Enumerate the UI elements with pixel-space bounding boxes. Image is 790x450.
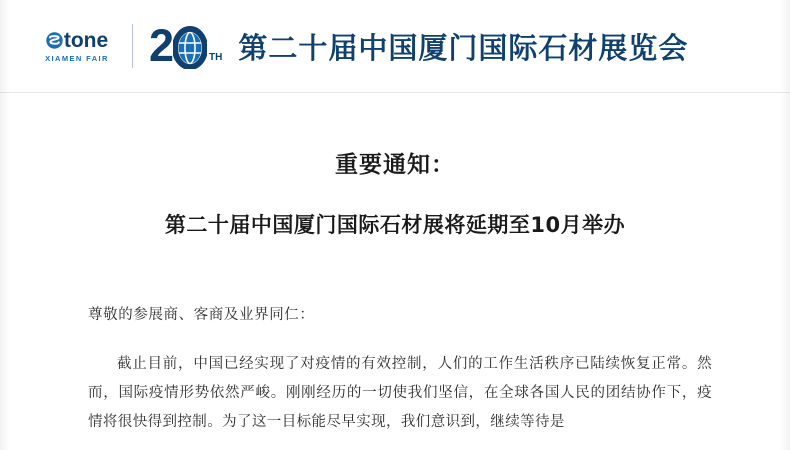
page-title: 第二十届中国厦门国际石材展览会: [238, 30, 689, 65]
notice-subtitle: 第二十届中国厦门国际石材展将延期至10月举办: [164, 213, 626, 237]
document-body: [0, 146, 790, 437]
notice-paragraph-1: 截止目前，中国已经实现了对疫情的有效控制，人们的工作生活秩序已陆续恢复正常。然而，国际疫情形势依然严峻。刚刚经历的一切使我们坚信，在全球各国人民的团结协作下，疫情将很快得到控制。为了这一目标能尽早实现，我们意识到，继续等待是: [88, 356, 712, 430]
notice-title: 重要通知：: [335, 152, 455, 178]
logo-wordmark: [46, 30, 108, 51]
anniversary-digit: 2: [149, 20, 174, 72]
page-header: [0, 0, 790, 93]
header-divider: [132, 24, 133, 68]
logo-subtext: XIAMEN FAIR: [45, 53, 109, 63]
notice-salutation: 尊敬的参展商、客商及业界同仁：: [88, 307, 315, 323]
stone-s-icon: [46, 32, 63, 49]
anniversary-badge: [149, 20, 223, 72]
anniversary-suffix: TH: [209, 51, 223, 63]
logo-word-text: tone: [63, 28, 109, 52]
anniversary-globe-zero-icon: [173, 24, 207, 69]
anniversary-number: [149, 20, 207, 72]
stone-fair-logo: [38, 30, 116, 63]
